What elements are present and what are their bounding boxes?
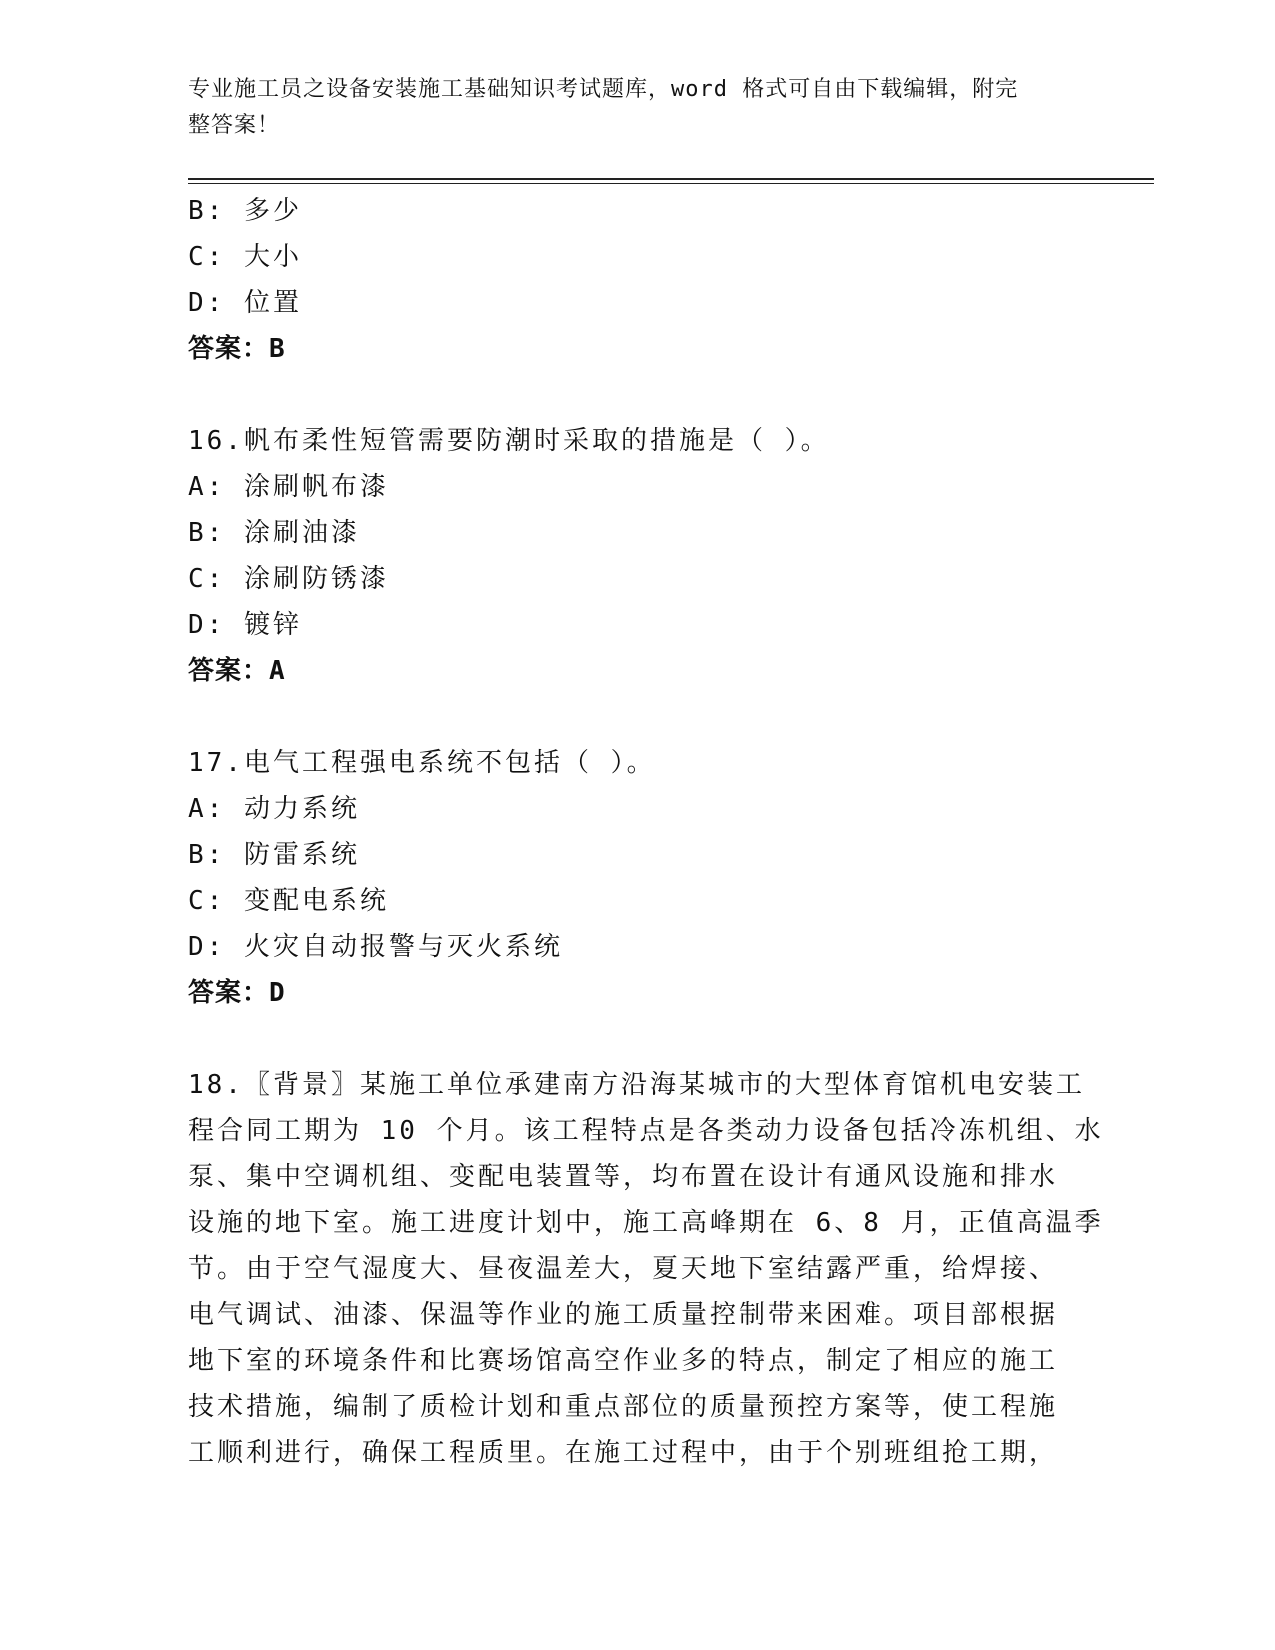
question-15 xyxy=(188,188,1088,372)
header-divider-thin xyxy=(188,183,1154,184)
paragraph-line: 工顺利进行，确保工程质里。在施工过程中，由于个别班组抢工期， xyxy=(188,1438,1059,1468)
option-a: A: 涂刷帆布漆 xyxy=(188,472,389,502)
paragraph-line: 泵、集中空调机组、变配电装置等，均布置在设计有通风设施和排水 xyxy=(188,1162,1059,1192)
option-c: C: 大小 xyxy=(188,242,302,272)
question-stem: 17.电气工程强电系统不包括（ ）。 xyxy=(188,748,656,778)
option-d: D: 火灾自动报警与灭火系统 xyxy=(188,932,563,962)
header-line-1: 专业施工员之设备安装施工基础知识考试题库，word 格式可自由下载编辑，附完 xyxy=(188,77,1019,102)
header-line-2: 整答案！ xyxy=(188,113,281,138)
option-c: C: 变配电系统 xyxy=(188,886,389,916)
answer-label: 答案：D xyxy=(188,978,286,1008)
header-divider-thick xyxy=(188,178,1154,180)
paragraph-line: 程合同工期为 10 个月。该工程特点是各类动力设备包括冷冻机组、水 xyxy=(188,1116,1104,1146)
option-a: A: 动力系统 xyxy=(188,794,360,824)
paragraph-line: 18.〖背景〗某施工单位承建南方沿海某城市的大型体育馆机电安装工 xyxy=(188,1070,1085,1100)
paragraph-line: 技术措施，编制了质检计划和重点部位的质量预控方案等，使工程施 xyxy=(188,1392,1059,1422)
option-b: B: 多少 xyxy=(188,196,302,226)
option-b: B: 涂刷油漆 xyxy=(188,518,360,548)
paragraph-line: 设施的地下室。施工进度计划中，施工高峰期在 6、8 月，正值高温季 xyxy=(188,1208,1104,1238)
paragraph-line: 地下室的环境条件和比赛场馆高空作业多的特点，制定了相应的施工 xyxy=(188,1346,1059,1376)
question-stem: 16.帆布柔性短管需要防潮时采取的措施是（ ）。 xyxy=(188,426,830,456)
option-c: C: 涂刷防锈漆 xyxy=(188,564,389,594)
option-b: B: 防雷系统 xyxy=(188,840,360,870)
paragraph-line: 节。由于空气湿度大、昼夜温差大，夏天地下室结露严重，给焊接、 xyxy=(188,1254,1059,1284)
option-d: D: 镀锌 xyxy=(188,610,302,640)
question-16 xyxy=(188,418,1088,694)
option-d: D: 位置 xyxy=(188,288,302,318)
paragraph-line: 电气调试、油漆、保温等作业的施工质量控制带来困难。项目部根据 xyxy=(188,1300,1059,1330)
answer-label: 答案：A xyxy=(188,656,286,686)
document-body xyxy=(188,188,1104,1476)
question-18 xyxy=(188,1062,1104,1476)
question-17 xyxy=(188,740,1088,1016)
answer-label: 答案：B xyxy=(188,334,286,364)
document-header xyxy=(188,72,1068,144)
